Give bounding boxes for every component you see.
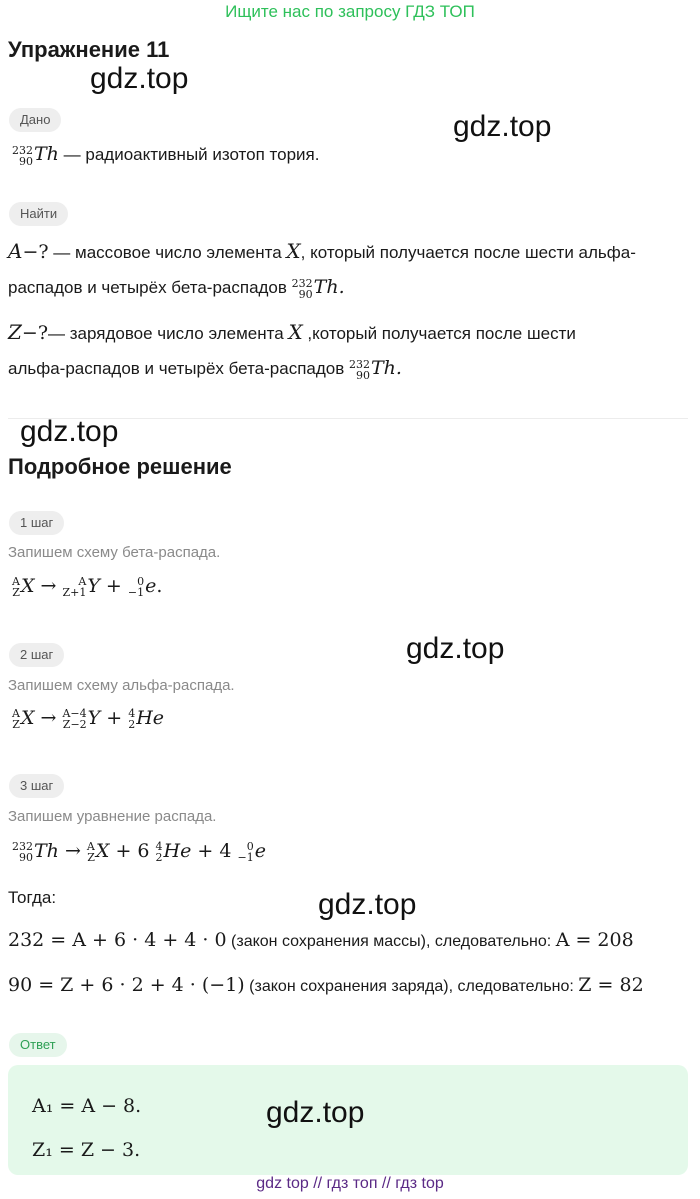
watermark: gdz.top (266, 1096, 365, 1129)
footer-links[interactable]: gdz top // гдз топ // гдз top (256, 1175, 444, 1192)
answer-line-1: A₁ = A − 8. (32, 1095, 142, 1117)
answer-line-2: Z₁ = Z − 3. (32, 1139, 141, 1161)
step-1-badge: 1 шаг (9, 511, 64, 535)
answer-badge: Ответ (9, 1033, 67, 1057)
isotope-index: 232 90 (12, 143, 33, 168)
find-z-line1: Z−?— зарядовое число элемента X ,который получается после шести (8, 320, 576, 344)
alpha-decay-equation: A Z X → A−4 Z−2 Y + 4 2 He (12, 707, 165, 731)
given-line: 232 90 Th — радиоактивный изотоп тория. (12, 143, 320, 168)
step-2-text: Запишем схему альфа-распада. (8, 677, 235, 694)
find-z-line2: альфа-распадов и четырёх бета-распадов 232 90 Th. (8, 357, 402, 382)
watermark: gdz.top (318, 888, 417, 921)
mass-equation: 232 = A + 6 · 4 + 4 · 0 (закон сохранения массы), следовательно: A = 208 (8, 929, 634, 951)
solution-title: Подробное решение (8, 454, 232, 479)
beta-decay-equation: A Z X → A Z+1 Y + 0 −1 e. (12, 575, 163, 599)
find-a-line1: A−? — массовое число элемента X, который получается после шести альфа- (8, 239, 636, 263)
watermark: gdz.top (20, 415, 119, 448)
decay-equation: 232 90 Th → A Z X + 6 4 2 He + 4 0 −1 e (12, 840, 266, 864)
find-badge: Найти (9, 202, 68, 226)
watermark: gdz.top (90, 62, 189, 95)
step-3-text: Запишем уравнение распада. (8, 808, 217, 825)
then-label: Тогда: (8, 888, 57, 907)
exercise-title: Упражнение 11 (8, 37, 170, 62)
charge-equation: 90 = Z + 6 · 2 + 4 · (−1) (закон сохранения заряда), следовательно: Z = 82 (8, 974, 644, 996)
step-3-badge: 3 шаг (9, 774, 64, 798)
step-1-text: Запишем схему бета-распада. (8, 544, 221, 561)
step-2-badge: 2 шаг (9, 643, 64, 667)
watermark: gdz.top (406, 632, 505, 665)
given-badge: Дано (9, 108, 61, 132)
top-banner[interactable]: Ищите нас по запросу ГДЗ ТОП (225, 2, 475, 21)
find-a-line2: распадов и четырёх бета-распадов 232 90 Th. (8, 276, 345, 301)
watermark: gdz.top (453, 110, 552, 143)
